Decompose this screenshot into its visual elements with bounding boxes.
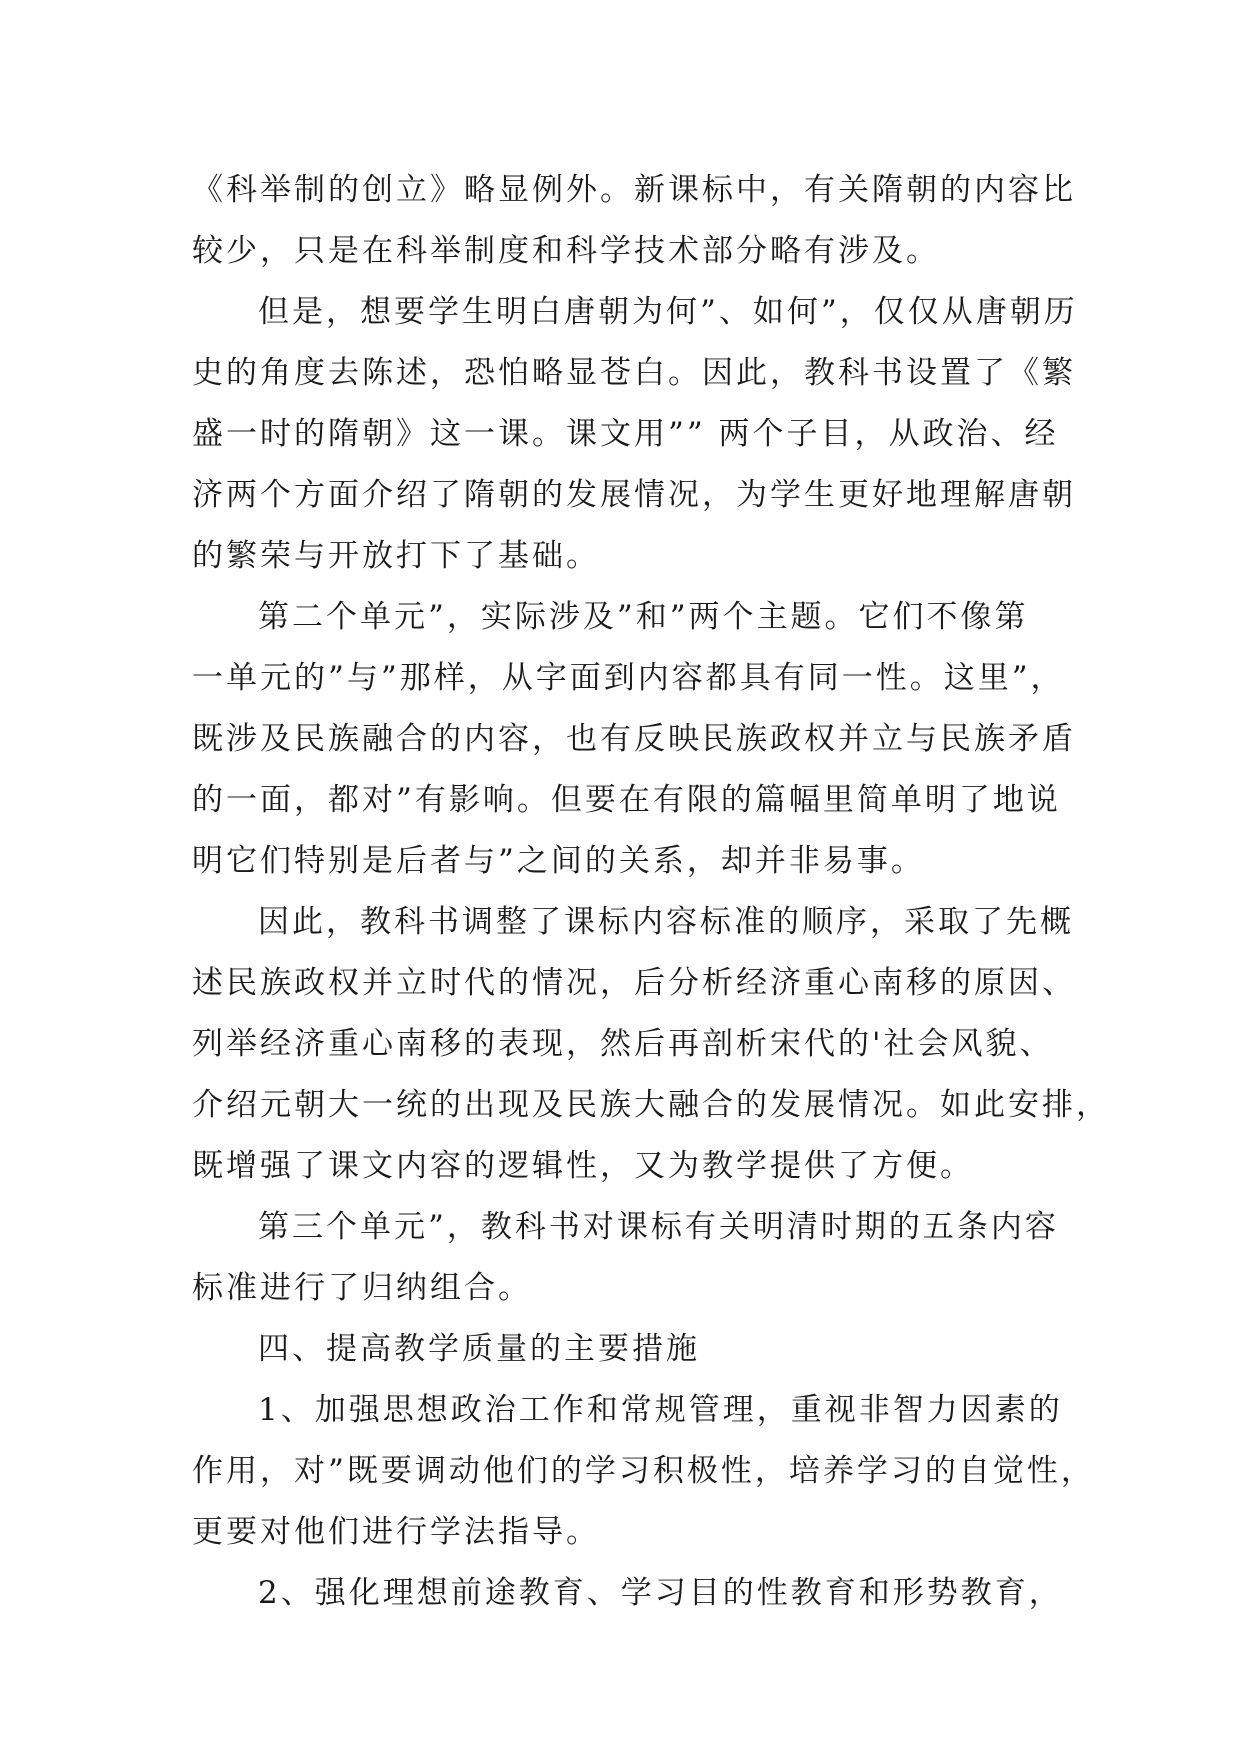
text-line: 1、加强思想政治工作和常规管理，重视非智力因素的 bbox=[258, 1392, 1063, 1428]
text-line: 盛一时的隋朝》这一课。课文用”” 两个子目，从政治、经 bbox=[192, 416, 1059, 452]
text-line: 列举经济重心南移的表现，然后再剖析宋代的'社会风貌、 bbox=[192, 1026, 1054, 1062]
text-line: 述民族政权并立时代的情况，后分析经济重心南移的原因、 bbox=[192, 965, 1076, 1001]
text-line: 史的角度去陈述，恐怕略显苍白。因此，教科书设置了《繁 bbox=[192, 355, 1076, 391]
text-line: 济两个方面介绍了隋朝的发展情况，为学生更好地理解唐朝 bbox=[192, 477, 1076, 513]
text-line: 更要对他们进行学法指导。 bbox=[192, 1514, 600, 1550]
section-heading: 四、提高教学质量的主要措施 bbox=[258, 1331, 700, 1367]
text-line: 较少，只是在科举制度和科学技术部分略有涉及。 bbox=[192, 233, 940, 269]
text-line: 的繁荣与开放打下了基础。 bbox=[192, 538, 600, 574]
text-line: 第二个单元”，实际涉及”和”两个主题。它们不像第 bbox=[258, 599, 1029, 635]
text-line: 既涉及民族融合的内容，也有反映民族政权并立与民族矛盾 bbox=[192, 721, 1076, 757]
text-line: 作用，对”既要调动他们的学习积极性，培养学习的自觉性， bbox=[192, 1453, 1095, 1489]
text-line: 的一面，都对”有影响。但要在有限的篇幅里简单明了地说 bbox=[192, 782, 1061, 818]
text-line: 2、强化理想前途教育、学习目的性教育和形势教育， bbox=[258, 1575, 1063, 1611]
text-line: 但是，想要学生明白唐朝为何”、如何”，仅仅从唐朝历 bbox=[258, 294, 1078, 330]
text-line: 一单元的”与”那样，从字面到内容都具有同一性。这里”， bbox=[192, 660, 1065, 696]
text-line: 第三个单元”，教科书对课标有关明清时期的五条内容 bbox=[258, 1209, 1059, 1245]
text-line: 《科举制的创立》略显例外。新课标中，有关隋朝的内容比 bbox=[192, 172, 1076, 208]
text-line: 介绍元朝大一统的出现及民族大融合的发展情况。如此安排， bbox=[192, 1087, 1110, 1123]
text-line: 明它们特别是后者与”之间的关系，却并非易事。 bbox=[192, 843, 925, 879]
document-body bbox=[192, 160, 1110, 1624]
text-line: 标准进行了归纳组合。 bbox=[192, 1270, 532, 1306]
text-line: 既增强了课文内容的逻辑性，又为教学提供了方便。 bbox=[192, 1148, 974, 1184]
text-line: 因此，教科书调整了课标内容标准的顺序，采取了先概 bbox=[258, 904, 1074, 940]
